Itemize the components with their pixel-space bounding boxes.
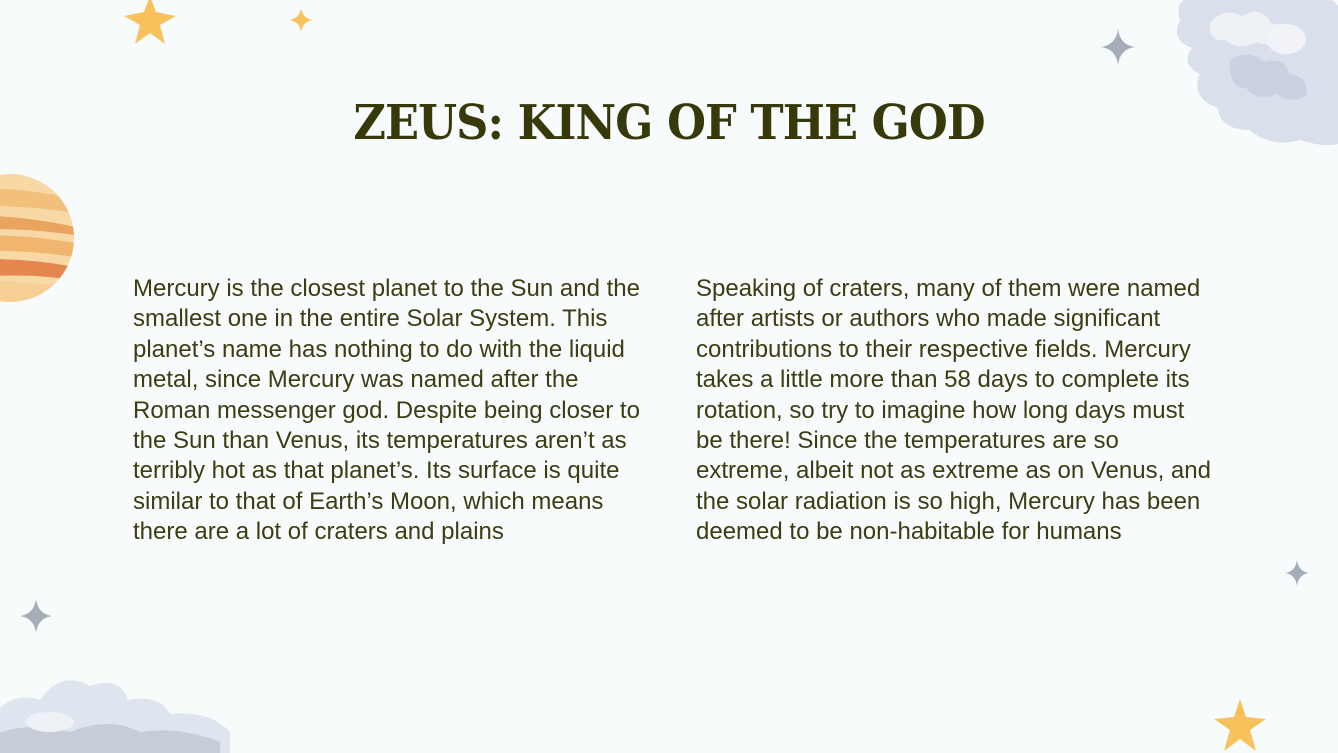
star-icon	[1208, 697, 1272, 753]
sparkle-icon	[1284, 559, 1310, 587]
star-icon	[118, 0, 182, 48]
sparkle-icon	[1100, 28, 1136, 66]
sparkle-icon	[288, 7, 314, 33]
cloud-icon	[0, 670, 240, 753]
sparkle-icon	[19, 598, 53, 634]
right-text-column: Speaking of craters, many of them were named after artists or authors who made significant contributions to their respective fields. Mercury takes a little more than 58 days to complete its rotation, so try to imagine how long days must be there! Since the temperatures are so extreme, albeit not as extreme as on Venus, and the solar radiation is so high, Mercury has been deemed to be non-habitable for humans	[696, 275, 1211, 546]
planet-icon	[0, 172, 78, 304]
left-text-column: Mercury is the closest planet to the Sun and the smallest one in the entire Solar System. This planet’s name has nothing to do with the liquid metal, since Mercury was named after the Roman messenger god. Despite being closer to the Sun than Venus, its temperatures aren’t as terribly hot as that planet’s. Its surface is quite similar to that of Earth’s Moon, which means there are a lot of craters and plains	[133, 275, 640, 546]
slide-title: ZEUS: KING OF THE GOD	[353, 95, 985, 151]
